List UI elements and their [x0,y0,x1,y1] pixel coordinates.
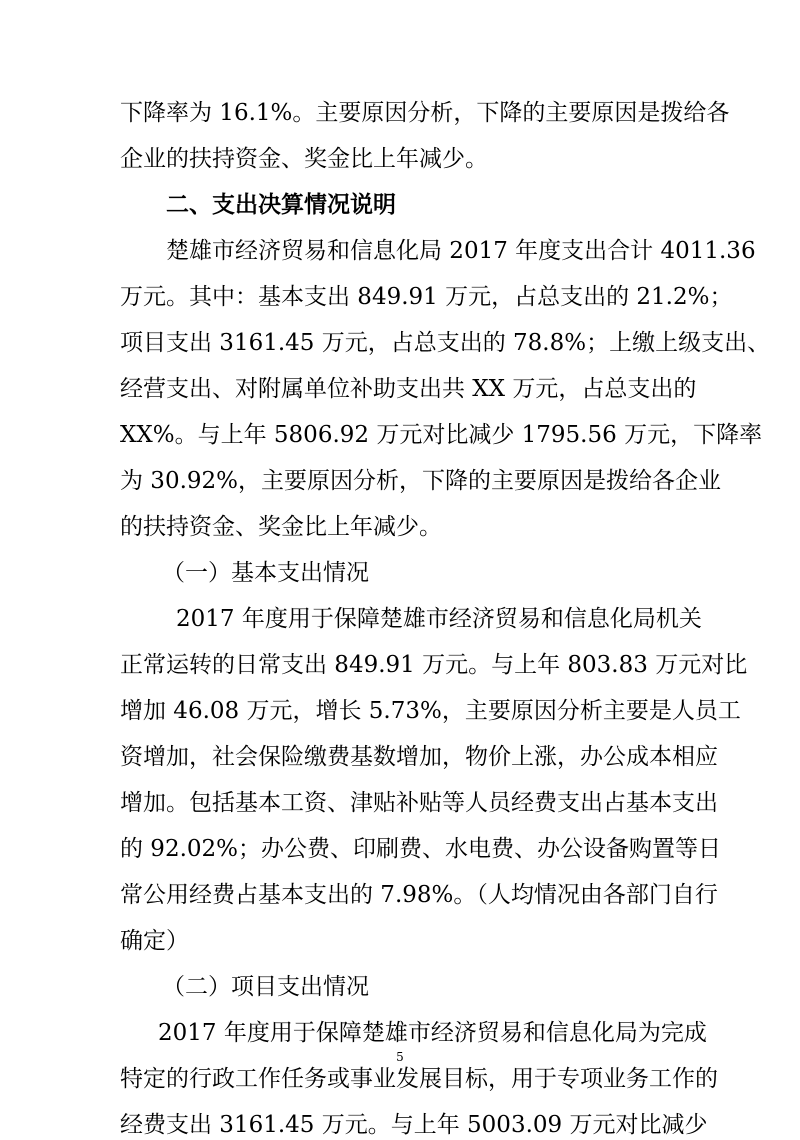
body-text-line-16: 增加。包括基本工资、津贴补贴等人员经费支出占基本支出 [120,790,718,816]
section-heading-expenditure: 二、支出决算情况说明 [166,191,396,218]
body-text-line-14: 增加 46.08 万元，增长 5.73%，主要原因分析主要是人员工 [120,698,741,724]
body-text-line-8: XX%。与上年 5806.92 万元对比减少 1795.56 万元，下降率 [120,422,763,448]
body-text-line-6: 项目支出 3161.45 万元，占总支出的 78.8%；上缴上级支出、 [120,330,771,356]
body-text-line-10: 的扶持资金、奖金比上年减少。 [120,514,442,540]
body-text-line-12: 2017 年度用于保障楚雄市经济贸易和信息化局机关 [176,606,702,632]
body-text-line-5: 万元。其中：基本支出 849.91 万元，占总支出的 21.2%； [120,284,733,310]
body-text-line-17: 的 92.02%；办公费、印刷费、水电费、办公设备购置等日 [120,836,722,862]
body-text-line-9: 为 30.92%，主要原因分析，下降的主要原因是拨给各企业 [120,468,722,494]
body-text-line-4: 楚雄市经济贸易和信息化局 2017 年度支出合计 4011.36 [166,238,756,264]
body-text-line-21: 2017 年度用于保障楚雄市经济贸易和信息化局为完成 [158,1020,707,1046]
body-text-line-2: 企业的扶持资金、奖金比上年减少。 [120,146,488,172]
body-text-line-7: 经营支出、对附属单位补助支出共 XX 万元，占总支出的 [120,376,697,402]
body-text-line-13: 正常运转的日常支出 849.91 万元。与上年 803.83 万元对比 [120,652,748,678]
body-text-line-18: 常公用经费占基本支出的 7.98%。（人均情况由各部门自行 [120,882,718,908]
body-text-line-22: 特定的行政工作任务或事业发展目标，用于专项业务工作的 [120,1066,718,1092]
body-text-line-1: 下降率为 16.1%。主要原因分析，下降的主要原因是拨给各 [120,100,730,126]
body-text-line-23: 经费支出 3161.45 万元。与上年 5003.09 万元对比减少 [120,1112,708,1138]
subheading-project-expenditure: （二）项目支出情况 [162,974,369,1000]
subheading-basic-expenditure: （一）基本支出情况 [162,560,369,586]
page-number: 5 [396,1050,404,1064]
body-text-line-15: 资增加，社会保险缴费基数增加，物价上涨，办公成本相应 [120,744,718,770]
body-text-line-19: 确定） [120,928,189,954]
